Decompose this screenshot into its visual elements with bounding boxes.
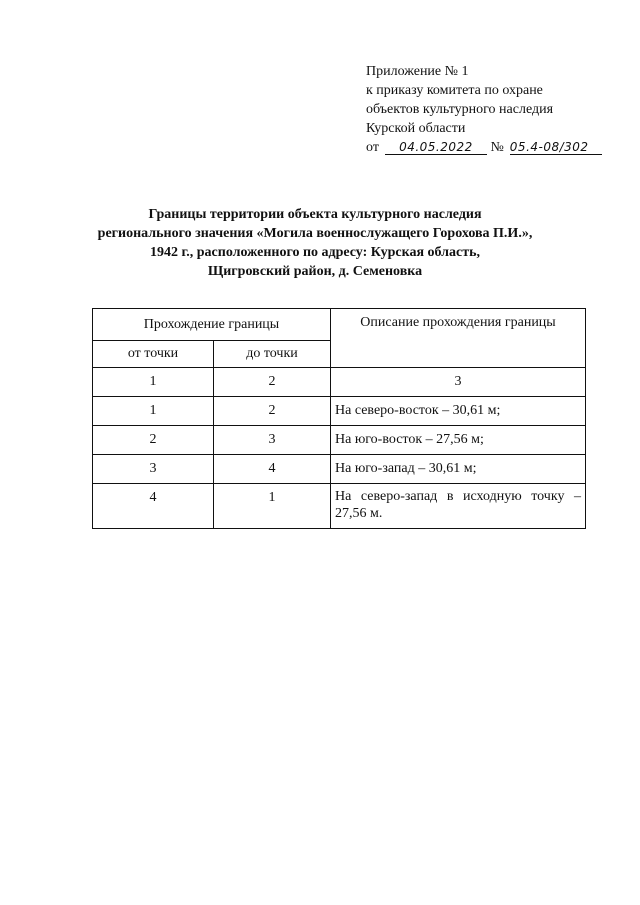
cell-description: На северо-восток – 30,61 м; xyxy=(331,397,586,426)
column-number-1: 1 xyxy=(93,368,214,397)
cell-from: 1 xyxy=(93,397,214,426)
document-title xyxy=(80,205,550,281)
column-number-3: 3 xyxy=(331,368,586,397)
appendix-committee-line: объектов культурного наследия xyxy=(366,102,554,117)
table-row xyxy=(93,397,586,426)
title-line-1: Границы территории объекта культурного наследия xyxy=(148,207,482,222)
header-from-point: от точки xyxy=(93,341,214,368)
table-row xyxy=(93,484,586,529)
cell-description: На северо-запад в исходную точку – 27,56 м. xyxy=(331,484,586,529)
title-line-2: регионального значения «Могила военнослужащего Горохова П.И.», xyxy=(97,226,533,241)
header-description: Описание прохождения границы xyxy=(331,309,586,368)
appendix-region-line: Курской области xyxy=(366,121,466,136)
cell-to: 4 xyxy=(214,455,331,484)
cell-from: 4 xyxy=(93,484,214,529)
cell-to: 2 xyxy=(214,397,331,426)
handwritten-number: 05.4-08/302 xyxy=(510,140,602,155)
title-line-4: Щигровский район, д. Семеновка xyxy=(207,264,423,279)
boundary-table xyxy=(92,308,586,529)
column-number-row xyxy=(93,368,586,397)
title-line-3: 1942 г., расположенного по адресу: Курская область, xyxy=(149,245,481,260)
number-label: № xyxy=(490,140,504,155)
appendix-date-line xyxy=(366,138,616,157)
table-row xyxy=(93,426,586,455)
cell-to: 3 xyxy=(214,426,331,455)
from-label: от xyxy=(366,140,379,155)
appendix-block xyxy=(366,62,616,157)
cell-from: 3 xyxy=(93,455,214,484)
table-header-row xyxy=(93,309,586,341)
column-number-2: 2 xyxy=(214,368,331,397)
cell-from: 2 xyxy=(93,426,214,455)
cell-description: На юго-восток – 27,56 м; xyxy=(331,426,586,455)
cell-description: На юго-запад – 30,61 м; xyxy=(331,455,586,484)
header-boundary-passage: Прохождение границы xyxy=(93,309,331,341)
handwritten-date: 04.05.2022 xyxy=(385,140,487,155)
header-to-point: до точки xyxy=(214,341,331,368)
cell-to: 1 xyxy=(214,484,331,529)
appendix-title: Приложение № 1 xyxy=(366,64,469,79)
table-row xyxy=(93,455,586,484)
appendix-order-line: к приказу комитета по охране xyxy=(366,83,543,98)
